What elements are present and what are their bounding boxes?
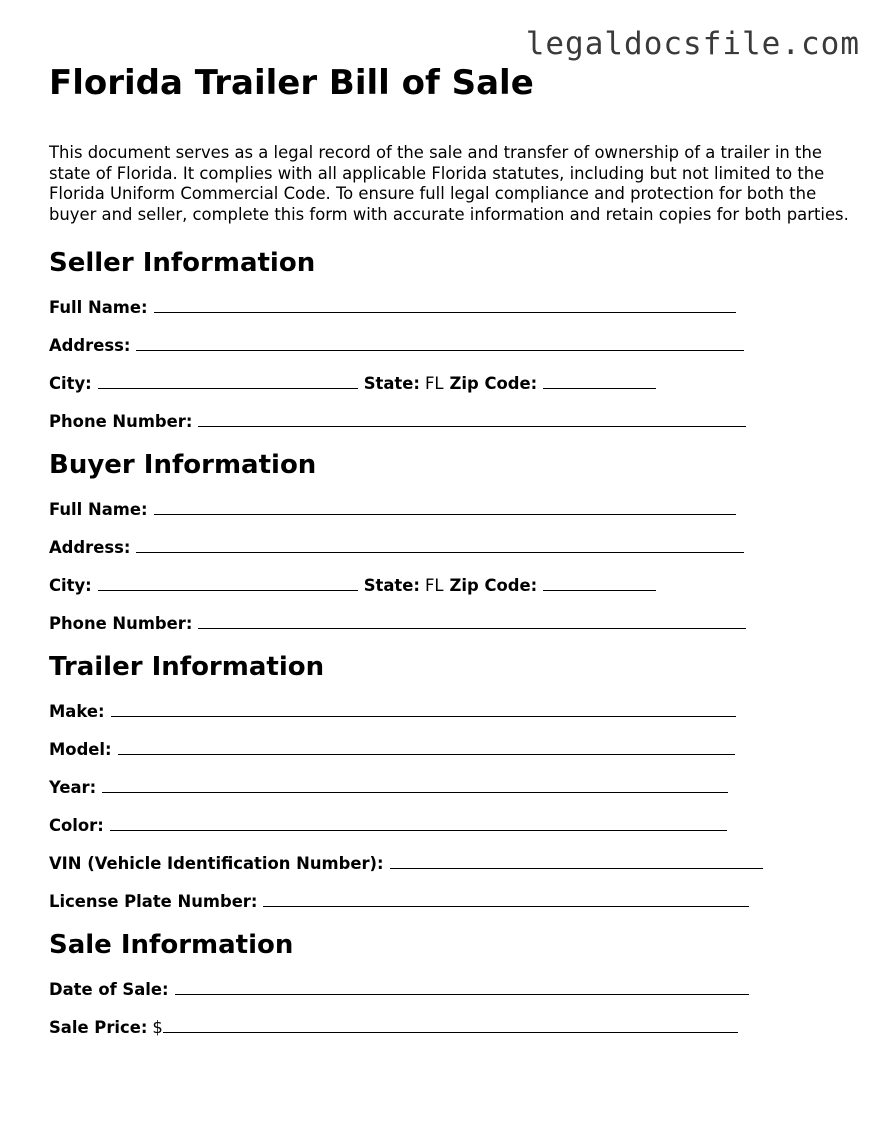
document-page [49, 60, 849, 1052]
seller-phone-field[interactable] [198, 408, 746, 427]
trailer-color-row [49, 812, 849, 850]
buyer-city-label: City: [49, 576, 92, 596]
buyer-city-field[interactable] [98, 572, 358, 591]
sale-date-label: Date of Sale: [49, 980, 169, 1000]
buyer-zip-label: Zip Code: [449, 576, 538, 596]
trailer-make-row [49, 698, 849, 736]
trailer-color-field[interactable] [110, 812, 727, 831]
seller-zip-field[interactable] [543, 370, 656, 389]
buyer-phone-row [49, 610, 849, 648]
buyer-address-label: Address: [49, 538, 131, 558]
currency-symbol: $ [152, 1018, 163, 1038]
trailer-make-label: Make: [49, 702, 105, 722]
trailer-color-label: Color: [49, 816, 104, 836]
buyer-city-row [49, 572, 849, 610]
trailer-year-label: Year: [49, 778, 97, 798]
buyer-address-row [49, 534, 849, 572]
seller-address-label: Address: [49, 336, 131, 356]
sale-date-field[interactable] [175, 976, 749, 995]
trailer-vin-row [49, 850, 849, 888]
trailer-year-field[interactable] [102, 774, 728, 793]
seller-state-label: State: [363, 374, 420, 394]
seller-full-name-label: Full Name: [49, 298, 148, 318]
seller-zip-label: Zip Code: [449, 374, 538, 394]
trailer-model-row [49, 736, 849, 774]
buyer-heading: Buyer Information [49, 450, 317, 481]
trailer-make-field[interactable] [111, 698, 736, 717]
seller-full-name-row [49, 294, 849, 332]
trailer-plate-field[interactable] [263, 888, 749, 907]
seller-phone-label: Phone Number: [49, 412, 193, 432]
seller-city-row [49, 370, 849, 408]
buyer-state-label: State: [363, 576, 420, 596]
trailer-vin-label: VIN (Vehicle Identification Number): [49, 854, 384, 874]
buyer-state-value: FL [424, 576, 444, 596]
sale-date-row [49, 976, 849, 1014]
trailer-plate-label: License Plate Number: [49, 892, 258, 912]
intro-paragraph: This document serves as a legal record of the sale and transfer of ownership of a trailer in the state of Florida. It complies with all applicable Florida statutes, including but not limited to the Florida Uniform Commercial Code. To ensure full legal compliance and protection for both the buyer and seller, complete this form with accurate information and retain copies for both parties. [49, 143, 849, 224]
seller-city-label: City: [49, 374, 92, 394]
page-title: Florida Trailer Bill of Sale [49, 63, 534, 103]
seller-heading: Seller Information [49, 248, 316, 279]
buyer-full-name-field[interactable] [154, 496, 736, 515]
sale-price-row [49, 1014, 849, 1052]
trailer-heading: Trailer Information [49, 652, 325, 683]
buyer-full-name-row [49, 496, 849, 534]
buyer-address-field[interactable] [136, 534, 744, 553]
buyer-zip-field[interactable] [543, 572, 656, 591]
trailer-model-field[interactable] [118, 736, 735, 755]
buyer-phone-field[interactable] [198, 610, 746, 629]
seller-full-name-field[interactable] [154, 294, 736, 313]
trailer-model-label: Model: [49, 740, 112, 760]
trailer-vin-field[interactable] [390, 850, 763, 869]
watermark: legaldocsfile.com [525, 26, 860, 62]
buyer-full-name-label: Full Name: [49, 500, 148, 520]
buyer-phone-label: Phone Number: [49, 614, 193, 634]
trailer-plate-row [49, 888, 849, 926]
sale-price-field[interactable] [163, 1014, 738, 1033]
seller-address-field[interactable] [136, 332, 744, 351]
seller-address-row [49, 332, 849, 370]
seller-phone-row [49, 408, 849, 446]
seller-city-field[interactable] [98, 370, 358, 389]
sale-price-label: Sale Price: [49, 1018, 148, 1038]
trailer-year-row [49, 774, 849, 812]
sale-heading: Sale Information [49, 930, 294, 961]
seller-state-value: FL [424, 374, 444, 394]
